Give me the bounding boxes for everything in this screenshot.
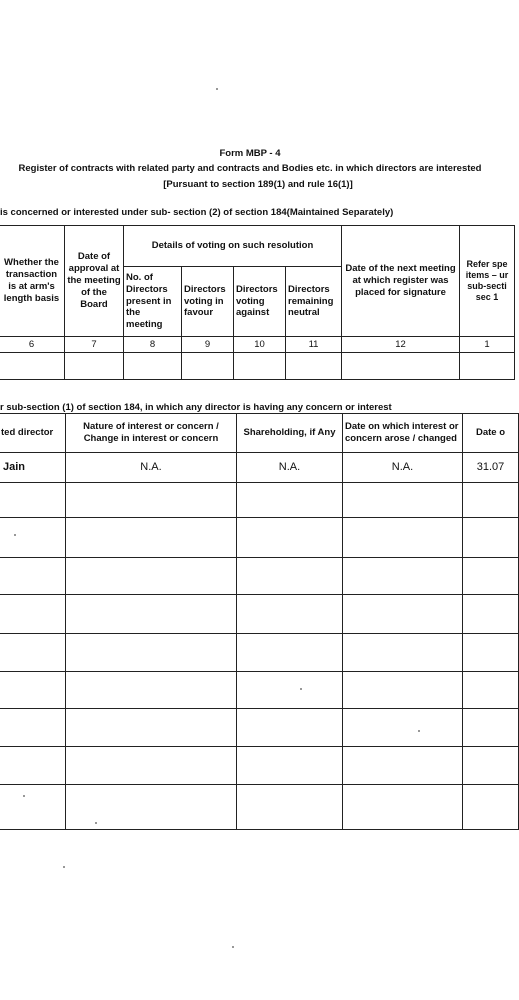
empty-cell [234,353,286,380]
header-directors-present: No. of Directors present in the meeting [124,267,182,337]
empty-cell [65,353,124,380]
empty-cell [463,747,519,785]
header-nature: Nature of interest or concern / Change in interest or concern [66,414,237,453]
column-number: 11 [286,337,342,353]
interest-table [0,413,519,830]
empty-cell [237,709,343,747]
empty-cell [66,709,237,747]
date-cell: 31.07 [463,453,519,483]
section-a-heading: is concerned or interested under sub- section (2) of section 184(Maintained Separately) [0,207,394,218]
empty-cell [463,709,519,747]
header-next-meeting: Date of the next meeting at which register was placed for signature [342,226,460,337]
empty-cell [0,558,66,595]
empty-cell [343,558,463,595]
empty-cell [343,709,463,747]
empty-cell [66,558,237,595]
voting-table [0,225,515,380]
header-voting-favour: Directors voting in favour [182,267,234,337]
empty-cell [463,558,519,595]
column-number: 8 [124,337,182,353]
empty-cell [463,634,519,672]
table-row [0,518,519,558]
column-number: 7 [65,337,124,353]
empty-cell [0,709,66,747]
header-voting-details: Details of voting on such resolution [124,226,342,267]
header-director: ted director [0,414,66,453]
header-voting-against: Directors voting against [234,267,286,337]
empty-cell [343,672,463,709]
header-arms-length: Whether the transaction is at arm's length basis [0,226,65,337]
scan-speck [418,730,420,732]
header-date-approval: Date of approval at the meeting of the Board [65,226,124,337]
header-date-arose: Date on which interest or concern arose / changed [343,414,463,453]
empty-cell [237,518,343,558]
scan-speck [63,866,65,868]
table-row [0,453,519,483]
column-number: 9 [182,337,234,353]
section-b-heading: r sub-section (1) of section 184, in which any director is having any concern or interest [0,402,392,413]
empty-cell [463,785,519,830]
date-arose-cell: N.A. [343,453,463,483]
header-remaining-neutral: Directors remaining neutral [286,267,342,337]
table-row [0,747,519,785]
scan-speck [300,688,302,690]
empty-cell [0,353,65,380]
scan-speck [232,946,234,948]
empty-cell [343,483,463,518]
nature-cell: N.A. [66,453,237,483]
table-row [0,634,519,672]
empty-cell [66,595,237,634]
empty-cell [237,558,343,595]
empty-cell [343,785,463,830]
empty-cell [286,353,342,380]
empty-cell [66,785,237,830]
empty-cell [66,672,237,709]
empty-cell [342,353,460,380]
empty-cell [0,672,66,709]
empty-cell [343,747,463,785]
empty-cell [0,785,66,830]
table-row [0,483,519,518]
scan-speck [95,822,97,824]
empty-cell [0,518,66,558]
scan-speck [216,88,218,90]
form-title: Form MBP - 4 [219,148,281,159]
column-number: 6 [0,337,65,353]
empty-cell [237,672,343,709]
table-row [0,595,519,634]
shareholding-cell: N.A. [237,453,343,483]
empty-cell [237,595,343,634]
table-row [0,709,519,747]
empty-cell [237,785,343,830]
header-date: Date o [463,414,519,453]
empty-cell [0,483,66,518]
empty-cell [237,483,343,518]
empty-cell [463,518,519,558]
empty-cell [0,595,66,634]
empty-cell [343,634,463,672]
empty-cell [463,595,519,634]
header-shareholding: Shareholding, if Any [237,414,343,453]
column-number: 1 [460,337,515,353]
form-subtitle: Register of contracts with related party and contracts and Bodies etc. in which directors are interested [18,163,482,174]
column-number: 12 [342,337,460,353]
empty-cell [66,634,237,672]
empty-cell [460,353,515,380]
form-pursuant: [Pursuant to section 189(1) and rule 16(1)] [163,179,353,190]
scan-speck [23,795,25,797]
empty-cell [0,747,66,785]
empty-cell [343,518,463,558]
empty-cell [463,672,519,709]
header-reference: Refer spe items – ur sub-secti sec 1 [460,226,515,337]
table-row [0,785,519,830]
table-row [0,558,519,595]
empty-cell [237,747,343,785]
empty-cell [124,353,182,380]
empty-cell [463,483,519,518]
empty-cell [66,747,237,785]
director-name-cell: Jain [0,453,66,483]
scan-speck [14,534,16,536]
column-number: 10 [234,337,286,353]
empty-cell [0,634,66,672]
empty-rows [0,483,519,830]
empty-cell [66,483,237,518]
empty-cell [343,595,463,634]
empty-cell [66,518,237,558]
empty-cell [237,634,343,672]
table-row [0,672,519,709]
empty-cell [182,353,234,380]
